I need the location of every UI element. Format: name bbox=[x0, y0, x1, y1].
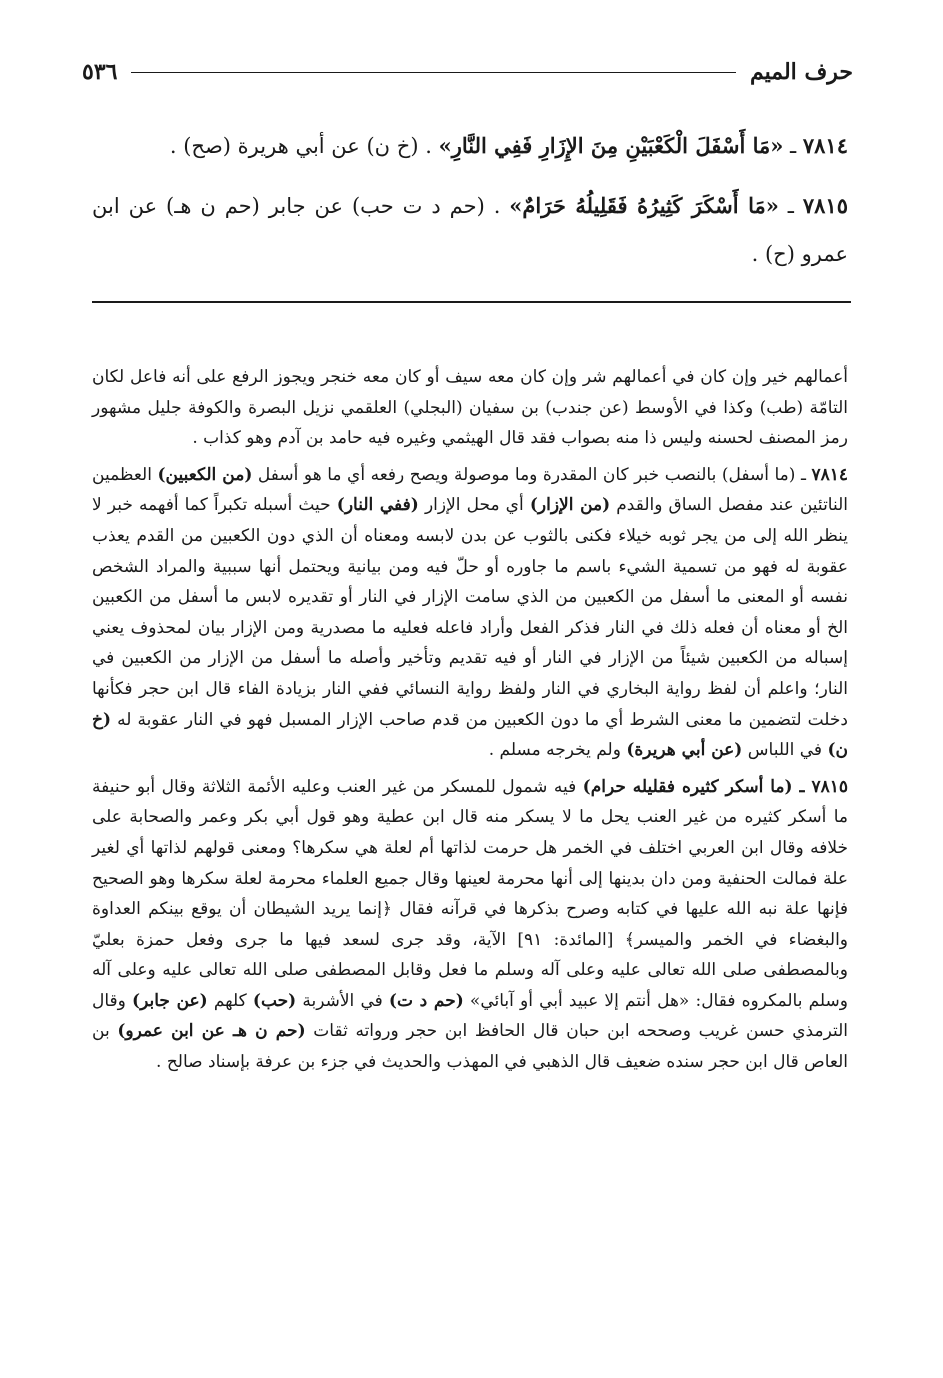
commentary-section bbox=[92, 362, 848, 1084]
hadith-entry: ٧٨١٤ ـ «مَا أَسْفَلَ الْكَعْبَيْنِ مِنَ الإِزَارِ فَفِي النَّارِ» . (خ ن) عن أبي هريرة (صح) . bbox=[169, 133, 848, 158]
text-run: العظمين الناتئين عند مفصل الساق والقدم bbox=[92, 464, 849, 516]
quran-quote: ﴿إنما يريد الشيطان أن يوقع بينكم العداوة والبغضاء في الخمر والميسر﴾ bbox=[92, 899, 848, 950]
hadith-text: «مَا أَسْفَلَ الْكَعْبَيْنِ مِنَ الإِزَارِ فَفِي النَّارِ» bbox=[438, 133, 784, 158]
bold-term: (حم ن هـ عن ابن عمرو) bbox=[117, 1021, 306, 1042]
text-run: وقال الترمذي حسن غريب وصححه ابن حبان قال الحافظ ابن حجر ورواته ثقات bbox=[92, 990, 848, 1042]
page-number: ٥٣٦ bbox=[82, 59, 118, 85]
text-run: ولم يخرجه مسلم . bbox=[488, 740, 627, 761]
bold-term: (حم د ت) bbox=[388, 990, 464, 1011]
text-run: [المائدة: ٩١] الآية، وقد جرى لسعد فيها ما جرى وفعل حمزة بعليّ وبالمصطفى صلى الله تعالى عليه وعلى آله وسلم ما فعل وقابل المصطفى صلى الله تعالى عليه وعلى آله وسلم بالمكروه فقال: «هل أنتم إلا عبيد أبي أو آبائي» bbox=[92, 929, 848, 1011]
entry-number: ٧٨١٥ bbox=[811, 776, 848, 797]
bold-term: (عن جابر) bbox=[132, 990, 208, 1011]
entry-number: ٧٨١٤ bbox=[811, 464, 849, 485]
commentary-paragraph: أعمالهم خير وإن كان في أعمالهم شر وإن كان معه سيف أو كان معه خنجر ويجوز الرفع على أنه فاعل لكان التامّة (طب) وكذا في الأوسط (عن جندب) بن سفيان (البجلي) العلقمي نزيل البصرة والكوفة جليل مشهور رمز المصنف لحسنه وليس ذا منه بصواب فقد قال الهيثمي وغيره فيه حامد بن آدم وهو كذاب . bbox=[92, 367, 848, 449]
hadith-text: «مَا أَسْكَرَ كَثِيرُهُ فَقَلِيلُهُ حَرَامٌ» bbox=[509, 193, 779, 218]
bold-term: ـ (ما أسكر كثيره فقليله حرام) bbox=[582, 776, 812, 797]
commentary-paragraph bbox=[92, 772, 848, 1078]
text-run: بن العاص قال ابن حجر سنده ضعيف قال الذهبي في المهذب والحديث في جزء بن عرفة بإسناد صالح . bbox=[92, 1021, 848, 1073]
header-rule bbox=[131, 72, 736, 73]
bold-term: (خ ن) bbox=[92, 709, 848, 761]
bold-term: (عن أبي هريرة) bbox=[626, 740, 743, 761]
hadith-sources: . (حم د ت حب) عن جابر (حم ن هـ) عن ابن عمرو (ح) . bbox=[92, 194, 848, 266]
hadith-entries bbox=[92, 122, 848, 290]
text-run: في الأشربة bbox=[296, 990, 389, 1011]
text-run: فيه شمول للمسكر من غير العنب وعليه الأئمة الثلاثة وقال أبو حنيفة ما أسكر كثيره من غير العنب يحل ما لا يسكر منه قال ابن عطية وهو قول أبي بكر وعمر والصحابة على خلافه وقال ابن العربي اختلف في الخمر هل حرمت لذاتها أم لعلة هي سكرها؟ ومعنى قولهم لذاتها أي لغير علة فمالت الحنفية ومن دان بدينها إلى أنها محرمة لعينها وقال جميع العلماء محرمة لعلة سكرها وهو الصحيح فإنها علة نبه الله عليها في كتابه وصرح بذكرها في قرآنه فقال bbox=[92, 776, 848, 920]
hadith-number: ٧٨١٤ bbox=[802, 133, 848, 158]
text-run: حيث أسبله تكبراً كما أفهمه خبر لا ينظر الله إلى من يجر ثوبه خيلاء فكنى بالثوب عن بدن لابسه ومعناه أن الذي دون الكعبين من القدم يعذب عقوبة له فهو من تسمية الشيء باسم ما جاوره أو حلّ فيه ومن بيانية ويحتمل أنها سببية والمراد الشخص نفسه أو المعنى ما أسفل من الكعبين من الذي سامت الإزار في النار أو تقديره لابس ما أسفل من الكعبين الخ أو معناه أن فعله ذلك في النار فذكر الفعل وأراد فاعله فعليه ما مصدرية ومن الإزار بيان لمحذوف يعني إسباله من الكعبين شيئاً من الإزار في النار أو فيه تقديم وتأخير وأصله ما أسفل من الإزار من الكعبين في النار؛ واعلم أن لفظ رواية البخاري في النار ولفظ رواية النسائي ففي النار بزيادة الفاء قال ابن حجر فكأنها دخلت لتضمين ما معنى الشرط أي ما دون الكعبين من قدم صاحب الإزار المسبل فهو في النار عقوبة له bbox=[92, 495, 848, 730]
bold-term: (من الإزار) bbox=[529, 495, 611, 516]
bold-term: (من الكعبين) bbox=[157, 464, 253, 485]
bold-term: (حب) bbox=[252, 990, 297, 1011]
bold-term: (ففي النار) bbox=[336, 495, 419, 516]
hadith-entry: ٧٨١٥ ـ «مَا أَسْكَرَ كَثِيرُهُ فَقَلِيلُهُ حَرَامٌ» . (حم د ت حب) عن جابر (حم ن هـ) عن ابن عمرو (ح) . bbox=[92, 193, 848, 266]
page-header bbox=[82, 52, 853, 92]
text-run: في اللباس bbox=[742, 740, 828, 761]
chapter-title: حرف الميم bbox=[749, 59, 853, 85]
text-run: كلهم bbox=[207, 990, 253, 1011]
text-run: أي محل الإزار bbox=[418, 495, 530, 516]
section-divider bbox=[92, 301, 851, 303]
hadith-number: ٧٨١٥ bbox=[802, 193, 848, 218]
commentary-paragraph bbox=[92, 460, 848, 766]
hadith-sources: . (خ ن) عن أبي هريرة (صح) . bbox=[169, 134, 432, 158]
text-run: ـ (ما أسفل) بالنصب خبر كان المقدرة وما موصولة ويصح رفعه أي ما هو أسفل bbox=[252, 464, 812, 485]
